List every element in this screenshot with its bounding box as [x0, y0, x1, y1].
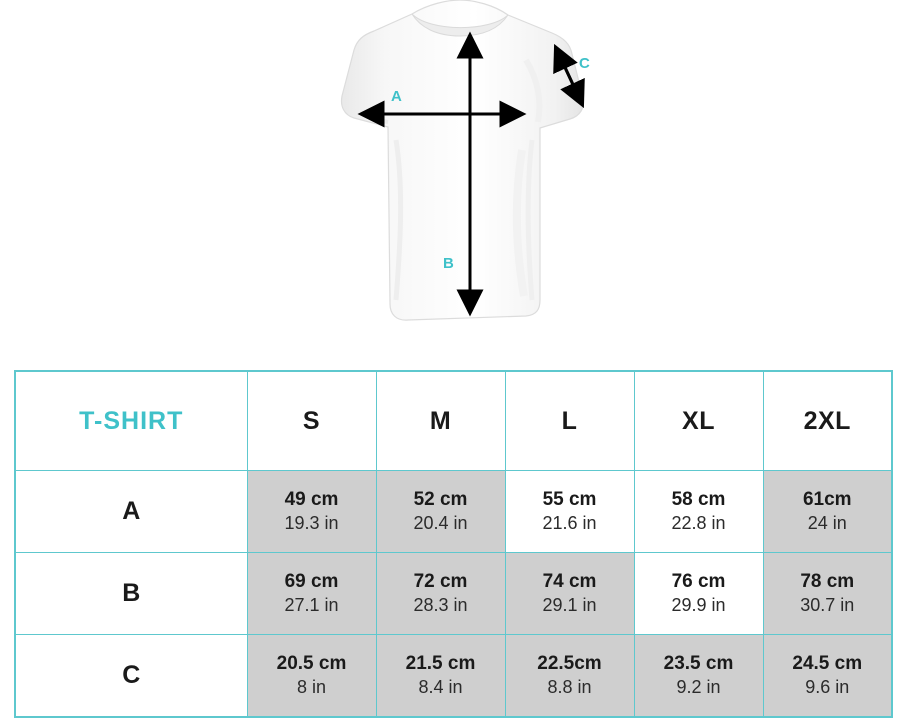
cell-c-xl — [634, 635, 763, 717]
cell-value-in: 8 in — [296, 676, 327, 697]
cell-c-s — [247, 635, 376, 717]
cell-c-m — [376, 635, 505, 717]
cell-value-in: 22.8 in — [671, 513, 726, 534]
column-header-s: S — [247, 371, 376, 471]
column-header-2xl: 2XL — [763, 371, 892, 471]
cell-value-in: 29.9 in — [671, 595, 726, 616]
cell-a-xl — [634, 471, 763, 553]
table-row — [15, 471, 892, 553]
cell-value-in: 19.3 in — [284, 513, 339, 534]
cell-value-in: 8.8 in — [547, 676, 592, 697]
cell-b-m — [376, 553, 505, 635]
table-body — [15, 471, 892, 717]
cell-a-2xl — [763, 471, 892, 553]
row-header-a: A — [15, 471, 247, 553]
cell-value-cm: 52 cm — [413, 489, 468, 511]
cell-b-2xl — [763, 553, 892, 635]
column-header-l: L — [505, 371, 634, 471]
cell-a-l — [505, 471, 634, 553]
cell-a-s — [247, 471, 376, 553]
table-title: T-SHIRT — [15, 371, 247, 471]
column-header-m: M — [376, 371, 505, 471]
cell-value-in: 24 in — [807, 513, 847, 534]
measurement-arrows-overlay — [300, 0, 620, 330]
cell-value-in: 29.1 in — [542, 595, 597, 616]
row-header-b: B — [15, 553, 247, 635]
table-row — [15, 553, 892, 635]
cell-c-2xl — [763, 635, 892, 717]
cell-value-in: 30.7 in — [800, 595, 855, 616]
cell-b-l — [505, 553, 634, 635]
cell-value-cm: 61cm — [802, 489, 852, 511]
cell-value-cm: 23.5 cm — [663, 653, 734, 675]
dimension-label-c: C — [579, 55, 591, 72]
cell-value-in: 9.6 in — [805, 676, 850, 697]
row-header-c: C — [15, 635, 247, 717]
cell-value-cm: 20.5 cm — [276, 653, 347, 675]
size-chart-table — [14, 370, 893, 718]
cell-value-in: 9.2 in — [676, 676, 721, 697]
cell-value-cm: 78 cm — [800, 571, 855, 593]
table-header-row — [15, 371, 892, 471]
cell-value-in: 27.1 in — [284, 595, 339, 616]
cell-value-cm: 21.5 cm — [405, 653, 476, 675]
cell-value-cm: 22.5cm — [537, 653, 602, 675]
cell-value-cm: 24.5 cm — [792, 653, 863, 675]
cell-value-cm: 74 cm — [542, 571, 597, 593]
cell-value-in: 20.4 in — [413, 513, 468, 534]
cell-c-l — [505, 635, 634, 717]
cell-b-s — [247, 553, 376, 635]
cell-value-in: 21.6 in — [542, 513, 597, 534]
cell-value-cm: 58 cm — [671, 489, 726, 511]
cell-a-m — [376, 471, 505, 553]
column-header-xl: XL — [634, 371, 763, 471]
cell-value-in: 8.4 in — [418, 676, 463, 697]
cell-b-xl — [634, 553, 763, 635]
table-header — [15, 371, 892, 471]
cell-value-cm: 76 cm — [671, 571, 726, 593]
cell-value-cm: 49 cm — [284, 489, 339, 511]
cell-value-cm: 69 cm — [284, 571, 339, 593]
cell-value-cm: 72 cm — [413, 571, 468, 593]
cell-value-in: 28.3 in — [413, 595, 468, 616]
table-row — [15, 635, 892, 717]
dimension-label-a: A — [391, 88, 403, 105]
cell-value-cm: 55 cm — [542, 489, 597, 511]
dimension-label-b: B — [443, 255, 455, 272]
